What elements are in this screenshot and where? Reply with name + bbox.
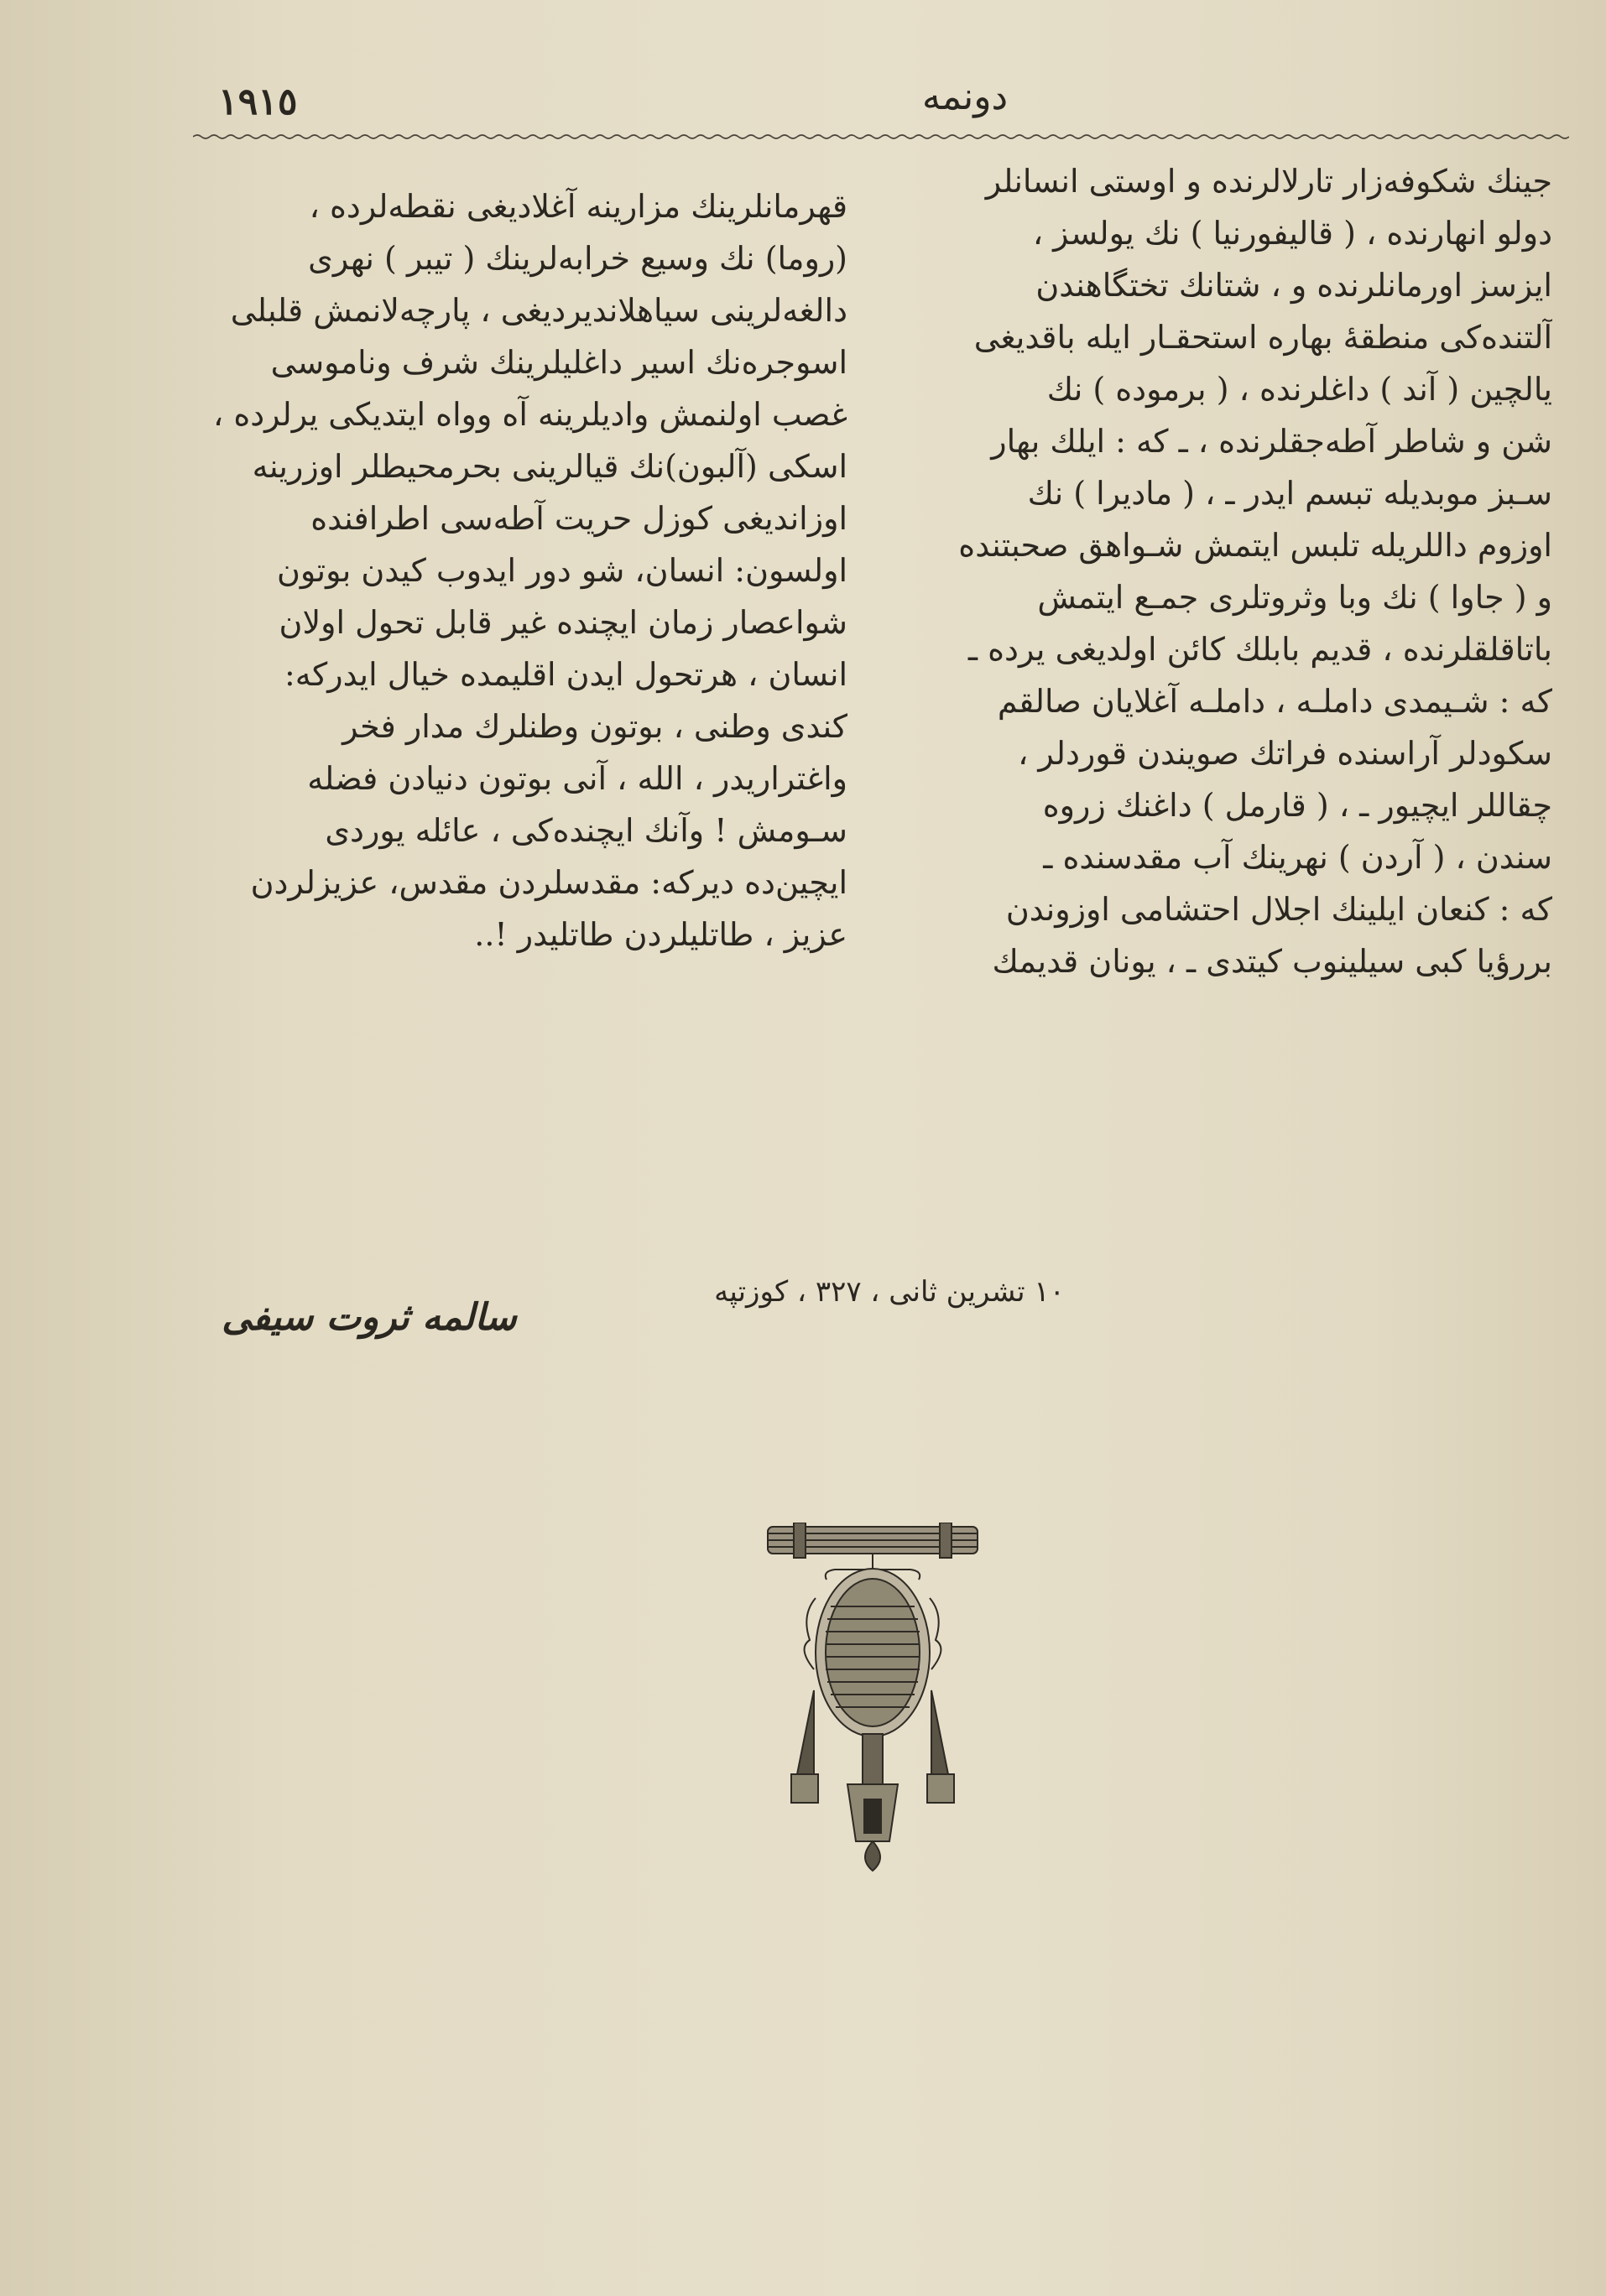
text-line: شن و شاطر آطه‌جقلرنده ، ـ که : ایلك بهار [991,423,1552,460]
text-line: (روما) نك وسیع خرابه‌لرینك ( تیبر ) نهری [308,240,847,277]
author-signature: سالمه ثروت سیفی [222,1296,517,1339]
text-line: باتاقلقلرنده ، قدیم بابلك کائن اولدیغی یرده ـ [967,631,1552,668]
text-line: شواعصار زمان ایچنده غیر قابل تحول اولان [279,604,847,641]
text-line: سکودلر آراسنده فراتك صویندن قوردلر ، [1018,735,1552,772]
text-line: ایزسز اورمانلرنده و ، شتانك تختگاهندن [1035,267,1552,304]
right-text-column [910,155,1552,987]
text-line: کندی وطنی ، بوتون وطنلرك مدار فخر [342,708,847,745]
text-line: دولو انهارنده ، ( قالیفورنیا ) نك يولسز ، [1032,215,1552,252]
page-header [193,75,1569,143]
left-text-column [176,180,847,961]
page-number: ١٩١٥ [218,81,298,123]
dateline: ١٠ تشرین ثانی ، ٣٢٧ ، کوزتپه [714,1275,1065,1309]
text-line: دالغه‌لرینی سیاهلاندیردیغی ، پارچه‌لانمش قلبلی [230,292,847,329]
text-line: اولسون: انسان، شو دور ایدوب کیدن بوتون [276,552,847,589]
text-line: آلتنده‌کی منطقهٔ بهاره استحقـار ایله باقدیغی [973,319,1552,356]
text-line: چقاللر ایچیور ـ ، ( قارمل ) داغنك زروه‌ [1042,787,1552,824]
text-line: قهرمانلرینك مزارینه آغلادیغی نقطه‌لرده ، [309,188,847,225]
text-line: که : شـیمدی داملـه ، داملـه آغلایان صالقم [997,683,1552,720]
text-line: سـبز موبدیله تبسم ایدر ـ ، ( مادیرا ) نك [1027,475,1552,512]
text-line: اسکی (آلبون)نك قیالرینی بحرمحیطلر اوزرینه [252,448,847,485]
text-line: عزیز ، طاتلیلردن طاتلیدر !.. [474,916,847,953]
text-line: جینك شکوفه‌زار تارلالرنده و اوستی انسانلر [985,163,1552,200]
text-line: انسان ، هرتحول ایدن اقلیمده خیال ایدرکه: [284,656,847,693]
text-line: و ( جاوا ) نك وبا وثروتلری جمـع ایتمش [1037,579,1552,616]
text-line: بررؤیا کبی سیلینوب کیتدی ـ ، یونان قدیمك [992,943,1552,980]
text-line: اوزوم داللریله تلبس ایتمش شـواهق صحبتنده [958,527,1552,564]
text-line: که : کنعان ایلینك اجلال احتشامی اوزوندن [1005,891,1552,928]
running-title: دونمه [921,75,1009,118]
header-rule [193,133,1569,141]
text-line: واغتراریدر ، الله ، آنی بوتون دنیادن فضله [307,760,847,797]
text-line: سندن ، ( آردن ) نهرینك آب مقدسنده ـ [1043,839,1552,876]
text-line: ایچین‌ده دیرکه: مقدسلردن مقدس، عزیزلردن [250,864,847,901]
hanging-tassel-ornament-icon [764,1523,982,1875]
text-line: يالچین ( آند ) داغلرنده ، ( برموده ) نك [1046,371,1552,408]
text-line: اوزاندیغی کوزل حریت آطه‌سی اطرافنده [310,500,847,537]
text-line: اسوجره‌نك اسیر داغلیلرینك شرف وناموسی [270,344,847,381]
text-line: غصب اولنمش وادیلرینه آه وواه ایتدیکی یرلرده ، [212,396,847,433]
text-line: سـومش ! وآنك ایچنده‌کی ، عائله یوردی [325,812,847,849]
